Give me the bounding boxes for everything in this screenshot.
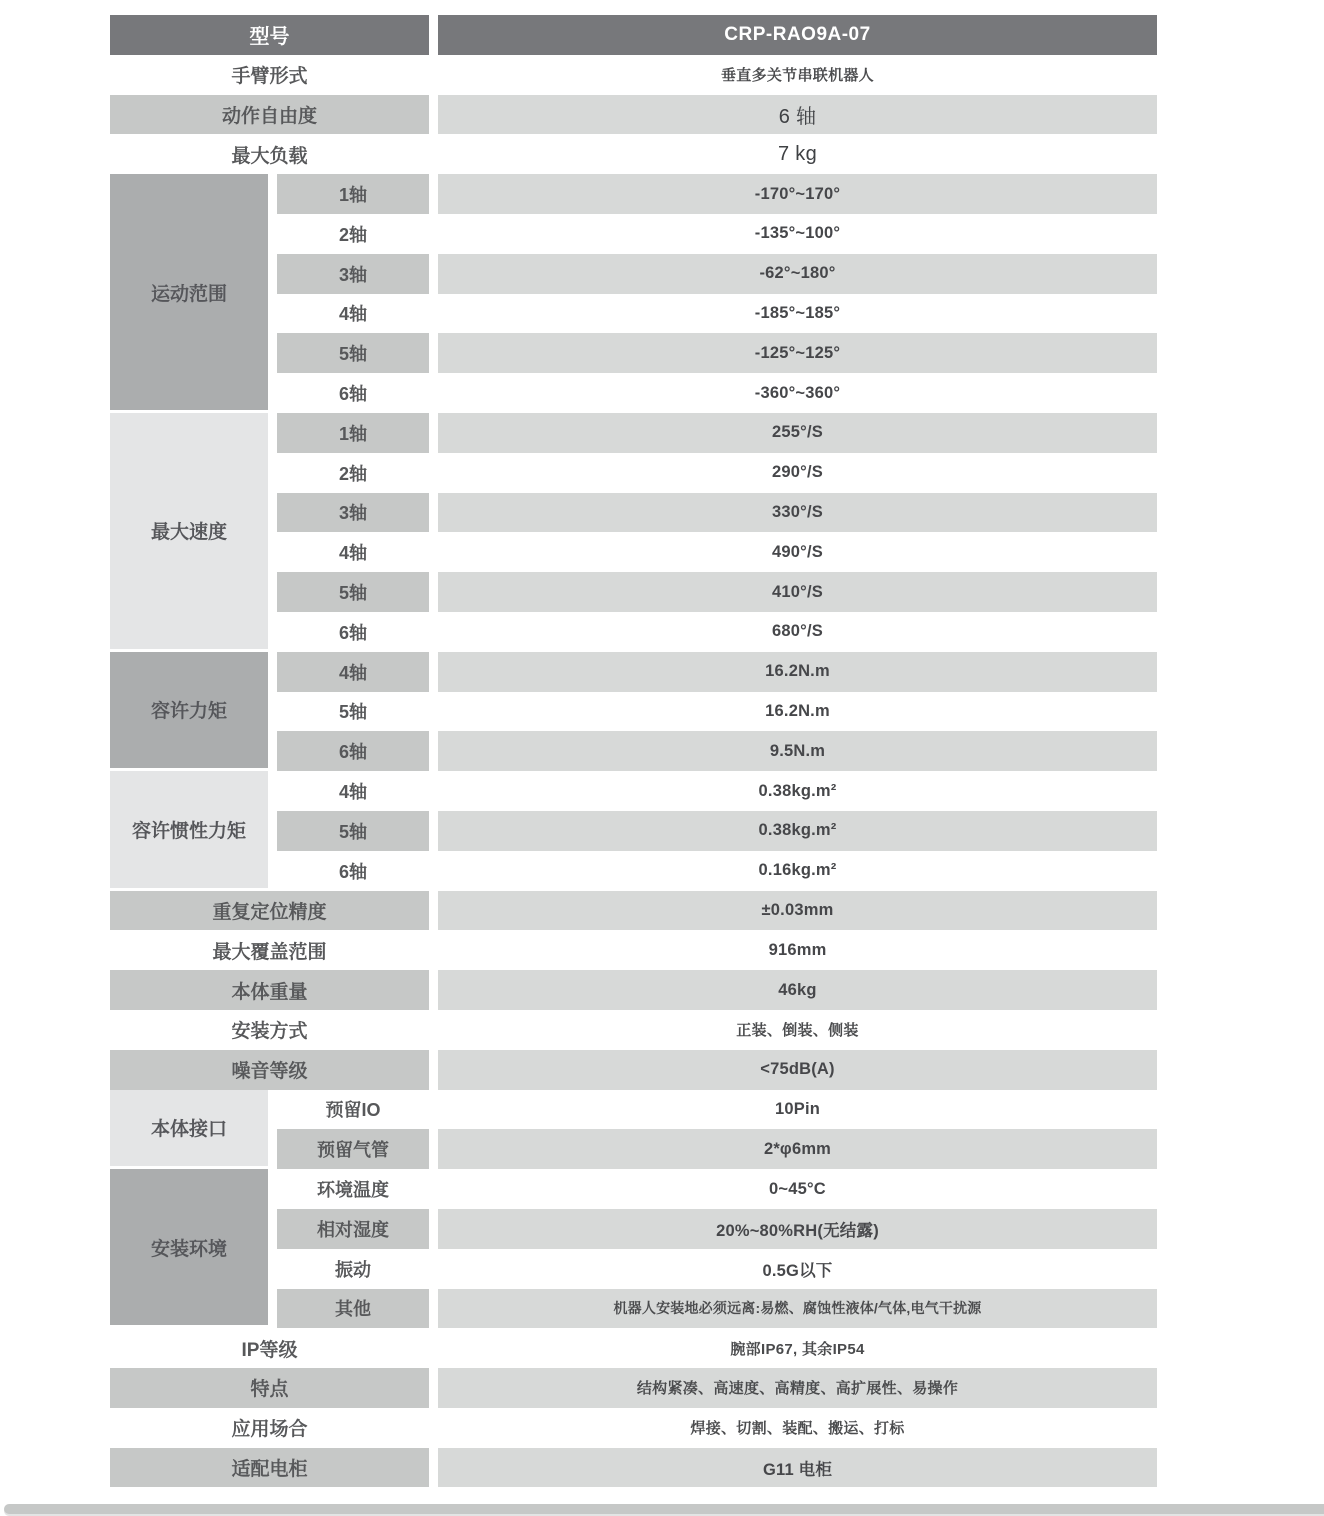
row-label: 噪音等级 bbox=[110, 1050, 429, 1090]
axis-value: 0.38kg.m² bbox=[758, 781, 837, 800]
axis-label: 2轴 bbox=[338, 463, 367, 484]
axis-value: 16.2N.m bbox=[765, 701, 830, 720]
table-row-payload bbox=[110, 134, 1157, 174]
table-row-features bbox=[110, 1368, 1157, 1408]
axis-value: 0.38kg.m² bbox=[438, 811, 1157, 851]
table-row-mounting bbox=[110, 1010, 1157, 1050]
table-row bbox=[277, 254, 1157, 294]
axis-label: 5轴 bbox=[338, 702, 367, 723]
row-value: 916mm bbox=[768, 940, 827, 959]
table-row bbox=[277, 493, 1157, 533]
table-row-body-weight bbox=[110, 970, 1157, 1010]
sub-label: 预留IO bbox=[325, 1100, 381, 1121]
row-label: 适配电柜 bbox=[110, 1448, 429, 1488]
axis-label: 5轴 bbox=[277, 572, 429, 612]
sub-label: 振动 bbox=[335, 1259, 371, 1280]
axis-value: -125°~125° bbox=[438, 333, 1157, 373]
table-row bbox=[277, 214, 1157, 254]
table-row bbox=[277, 1289, 1157, 1329]
axis-value: -62°~180° bbox=[438, 254, 1157, 294]
row-value: 46kg bbox=[438, 970, 1157, 1010]
sub-label: 相对湿度 bbox=[277, 1209, 429, 1249]
column-gap bbox=[429, 1408, 438, 1448]
group-body-interface bbox=[110, 1090, 1157, 1170]
axis-label: 6轴 bbox=[338, 861, 367, 882]
column-gap bbox=[429, 930, 438, 970]
table-row-ip-rating bbox=[110, 1328, 1157, 1368]
sub-value: 0.5G以下 bbox=[762, 1261, 833, 1280]
row-value: G11 电柜 bbox=[438, 1448, 1157, 1488]
row-value: ±0.03mm bbox=[438, 891, 1157, 931]
page-footer-bar bbox=[4, 1504, 1324, 1514]
axis-label: 2轴 bbox=[338, 224, 367, 245]
table-row-max-reach bbox=[110, 930, 1157, 970]
axis-value: 0.16kg.m² bbox=[758, 861, 837, 880]
row-value: 垂直多关节串联机器人 bbox=[720, 67, 874, 85]
table-row bbox=[277, 532, 1157, 572]
row-value: 腕部IP67, 其余IP54 bbox=[730, 1340, 865, 1358]
sub-value: 机器人安装地必须远离:易燃、腐蚀性液体/气体,电气干扰源 bbox=[438, 1289, 1157, 1329]
table-row-noise bbox=[110, 1050, 1157, 1090]
column-gap bbox=[268, 1090, 277, 1170]
table-row bbox=[277, 1129, 1157, 1169]
axis-value: -135°~100° bbox=[754, 224, 841, 243]
table-row bbox=[277, 771, 1157, 811]
table-row bbox=[277, 174, 1157, 214]
group-label: 容许惯性力矩 bbox=[110, 771, 268, 890]
column-gap bbox=[429, 1328, 438, 1368]
row-value: 6 轴 bbox=[438, 95, 1157, 135]
column-gap bbox=[429, 134, 438, 174]
row-label: 最大覆盖范围 bbox=[212, 941, 327, 963]
column-gap bbox=[429, 1448, 438, 1488]
column-gap bbox=[268, 652, 277, 771]
model-value: CRP-RAO9A-07 bbox=[438, 15, 1157, 55]
row-label: 特点 bbox=[110, 1368, 429, 1408]
axis-value: 9.5N.m bbox=[438, 731, 1157, 771]
sub-value: 10Pin bbox=[774, 1099, 821, 1118]
column-gap bbox=[268, 771, 277, 890]
axis-value: 255°/S bbox=[438, 413, 1157, 453]
column-gap bbox=[268, 174, 277, 413]
column-gap bbox=[268, 1169, 277, 1328]
table-row bbox=[277, 373, 1157, 413]
axis-value: 330°/S bbox=[438, 493, 1157, 533]
axis-value: 490°/S bbox=[772, 542, 823, 561]
axis-label: 4轴 bbox=[338, 304, 367, 325]
row-value: <75dB(A) bbox=[438, 1050, 1157, 1090]
axis-label: 6轴 bbox=[277, 731, 429, 771]
row-label: 最大负载 bbox=[231, 145, 308, 167]
table-row-cabinet bbox=[110, 1448, 1157, 1488]
table-row-arm-type bbox=[110, 55, 1157, 95]
table-row bbox=[277, 851, 1157, 891]
row-value: 结构紧凑、高速度、高精度、高扩展性、易操作 bbox=[438, 1368, 1157, 1408]
column-gap bbox=[429, 891, 438, 931]
row-label: 重复定位精度 bbox=[110, 891, 429, 931]
axis-value: 290°/S bbox=[772, 463, 823, 482]
axis-label: 4轴 bbox=[277, 652, 429, 692]
table-row-applications bbox=[110, 1408, 1157, 1448]
group-motion-range bbox=[110, 174, 1157, 413]
group-allowable-inertia bbox=[110, 771, 1157, 890]
sub-label: 预留气管 bbox=[277, 1129, 429, 1169]
row-label: 应用场合 bbox=[231, 1419, 308, 1441]
row-label: 手臂形式 bbox=[231, 66, 308, 88]
column-gap bbox=[429, 1010, 438, 1050]
table-row bbox=[277, 1249, 1157, 1289]
table-row bbox=[277, 652, 1157, 692]
table-row bbox=[277, 731, 1157, 771]
axis-label: 4轴 bbox=[338, 782, 367, 803]
sub-value: 0~45°C bbox=[769, 1179, 826, 1198]
table-row-repeatability bbox=[110, 891, 1157, 931]
axis-value: -360°~360° bbox=[754, 383, 841, 402]
axis-label: 5轴 bbox=[277, 333, 429, 373]
table-row bbox=[277, 692, 1157, 732]
axis-label: 1轴 bbox=[277, 413, 429, 453]
column-gap bbox=[429, 1368, 438, 1408]
table-row bbox=[277, 453, 1157, 493]
table-row-model bbox=[110, 15, 1157, 55]
group-label: 最大速度 bbox=[110, 413, 268, 652]
group-label: 安装环境 bbox=[110, 1169, 268, 1328]
table-row bbox=[277, 811, 1157, 851]
axis-value: 680°/S bbox=[772, 622, 823, 641]
axis-value: 16.2N.m bbox=[438, 652, 1157, 692]
axis-label: 3轴 bbox=[277, 254, 429, 294]
axis-label: 5轴 bbox=[277, 811, 429, 851]
row-label: 动作自由度 bbox=[110, 95, 429, 135]
row-value: 焊接、切割、装配、搬运、打标 bbox=[690, 1420, 905, 1438]
table-row bbox=[277, 612, 1157, 652]
row-value: 正装、倒装、侧装 bbox=[736, 1022, 859, 1040]
row-value: 7 kg bbox=[777, 142, 817, 165]
sub-value: 2*φ6mm bbox=[438, 1129, 1157, 1169]
axis-label: 6轴 bbox=[338, 384, 367, 405]
table-row-dof bbox=[110, 95, 1157, 135]
group-label: 本体接口 bbox=[110, 1090, 268, 1170]
group-max-speed bbox=[110, 413, 1157, 652]
group-allowable-torque bbox=[110, 652, 1157, 771]
table-row bbox=[277, 333, 1157, 373]
axis-value: -185°~185° bbox=[754, 303, 841, 322]
column-gap bbox=[429, 95, 438, 135]
column-gap bbox=[429, 15, 438, 55]
row-label: IP等级 bbox=[241, 1339, 298, 1361]
row-label: 安装方式 bbox=[231, 1021, 308, 1043]
column-gap bbox=[429, 1050, 438, 1090]
table-row bbox=[277, 572, 1157, 612]
table-row bbox=[277, 1209, 1157, 1249]
row-label: 本体重量 bbox=[110, 970, 429, 1010]
table-row bbox=[277, 1169, 1157, 1209]
model-label: 型号 bbox=[110, 15, 429, 55]
axis-label: 4轴 bbox=[338, 543, 367, 564]
axis-value: 410°/S bbox=[438, 572, 1157, 612]
table-row bbox=[277, 413, 1157, 453]
axis-label: 1轴 bbox=[277, 174, 429, 214]
sub-label: 其他 bbox=[277, 1289, 429, 1329]
axis-label: 3轴 bbox=[277, 493, 429, 533]
group-label: 容许力矩 bbox=[110, 652, 268, 771]
sub-label: 环境温度 bbox=[317, 1180, 389, 1200]
axis-label: 6轴 bbox=[338, 622, 367, 643]
column-gap bbox=[268, 413, 277, 652]
axis-value: -170°~170° bbox=[438, 174, 1157, 214]
column-gap bbox=[429, 970, 438, 1010]
sub-value: 20%~80%RH(无结露) bbox=[438, 1209, 1157, 1249]
table-row bbox=[277, 1090, 1157, 1130]
group-install-environment bbox=[110, 1169, 1157, 1328]
group-label: 运动范围 bbox=[110, 174, 268, 413]
robot-spec-table bbox=[110, 15, 1157, 1487]
column-gap bbox=[429, 55, 438, 95]
table-row bbox=[277, 294, 1157, 334]
